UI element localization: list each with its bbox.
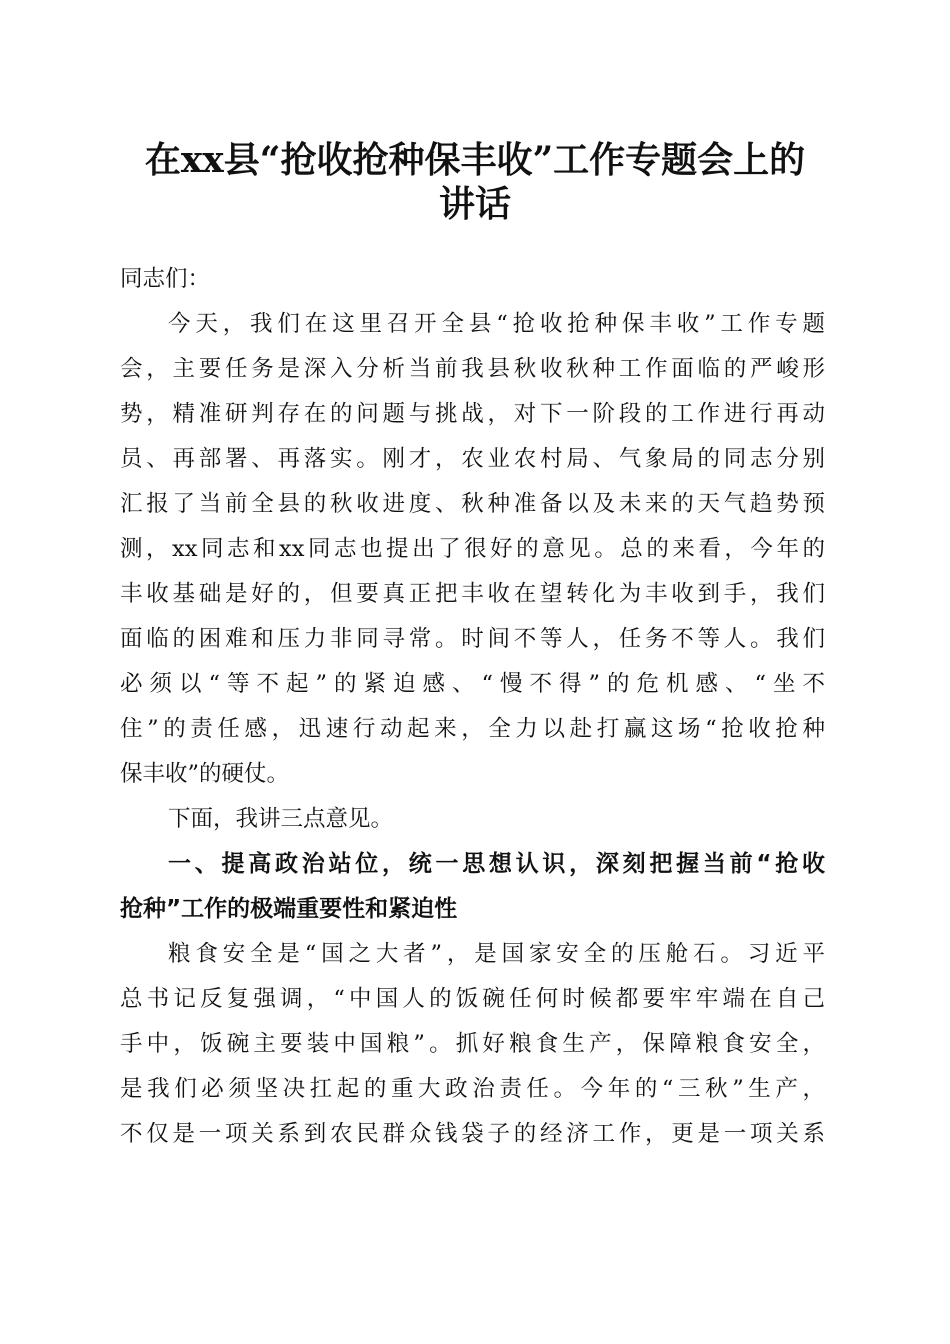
paragraph-line: 是我们必须坚决扛起的重大政治责任。今年的“三秋”生产， (120, 1076, 825, 1102)
paragraph-line: 必须以“等不起”的紧迫感、“慢不得”的危机感、“坐不 (120, 671, 825, 697)
paragraph-line: 员、再部署、再落实。刚才，农业农村局、气象局的同志分别 (120, 446, 825, 472)
paragraph-line: 粮食安全是“国之大者”，是国家安全的压舱石。习近平 (168, 941, 825, 967)
paragraph-section-1 (120, 932, 825, 1157)
document-body (120, 257, 825, 1157)
paragraph-line: 测，xx同志和xx同志也提出了很好的意见。总的来看，今年的 (120, 536, 825, 562)
title-line-2: 讲话 (438, 183, 511, 225)
paragraph-line: 今天，我们在这里召开全县“抢收抢种保丰收”工作专题 (168, 311, 825, 337)
title-line-1: 在xx县“抢收抢种保丰收”工作专题会上的 (144, 139, 806, 181)
paragraph-line: 势，精准研判存在的问题与挑战，对下一阶段的工作进行再动 (120, 401, 825, 427)
paragraph-intro-points (120, 797, 825, 842)
heading-line: 一、提高政治站位，统一思想认识，深刻把握当前“抢收 (168, 851, 825, 877)
salutation: 同志们： (120, 266, 211, 292)
section-heading-1 (120, 842, 825, 932)
paragraph-line: 会，主要任务是深入分析当前我县秋收秋种工作面临的严峻形 (120, 356, 825, 382)
paragraph-line: 住”的责任感，迅速行动起来，全力以赴打赢这场“抢收抢种 (120, 716, 825, 742)
paragraph-line: 汇报了当前全县的秋收进度、秋种准备以及未来的天气趋势预 (120, 491, 825, 517)
heading-line: 抢种”工作的极端重要性和紧迫性 (120, 896, 458, 922)
document-title (100, 138, 850, 226)
paragraph-line: 保丰收”的硬仗。 (120, 761, 290, 787)
paragraph-line: 不仅是一项关系到农民群众钱袋子的经济工作，更是一项关系 (120, 1121, 825, 1147)
paragraph-line: 手中，饭碗主要装中国粮”。抓好粮食生产，保障粮食安全， (120, 1031, 825, 1057)
paragraph-opening (120, 302, 825, 797)
paragraph-line: 面临的困难和压力非同寻常。时间不等人，任务不等人。我们 (120, 626, 825, 652)
paragraph-line: 丰收基础是好的，但要真正把丰收在望转化为丰收到手，我们 (120, 581, 825, 607)
paragraph-line: 总书记反复强调，“中国人的饭碗任何时候都要牢牢端在自己 (120, 986, 825, 1012)
paragraph-line: 下面，我讲三点意见。 (168, 806, 394, 832)
